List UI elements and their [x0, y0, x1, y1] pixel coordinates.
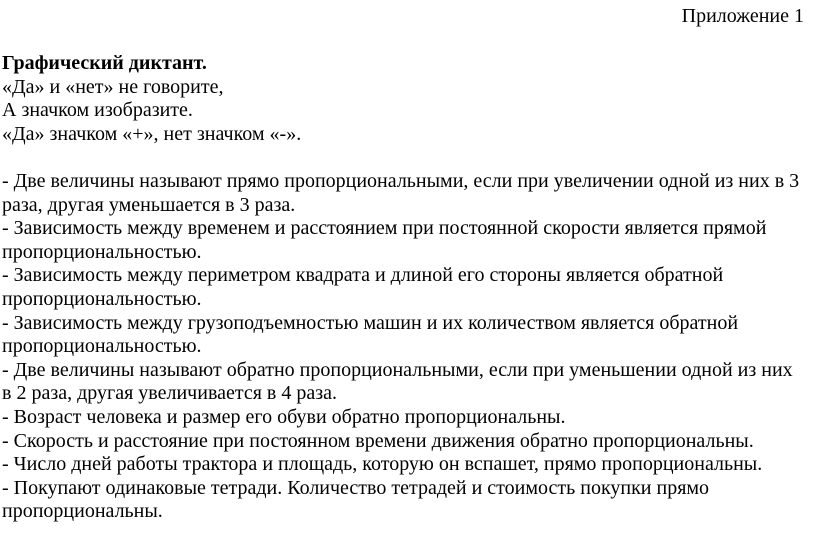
intro-line-1: «Да» и «нет» не говорите, — [2, 75, 224, 98]
paragraph-spacer — [2, 146, 802, 170]
intro-line-3: «Да» значком «+», нет значком «-». — [2, 122, 302, 145]
dictation-item-7: - Скорость и расстояние при постоянном времени движения обратно пропорциональны. — [2, 429, 754, 452]
document-title: Графический диктант. — [2, 52, 207, 74]
intro-line-2: А значком изобразите. — [2, 99, 193, 122]
dictation-item-4: - Зависимость между грузоподъемностью машин и их количеством является обратной пропорциональностью. — [2, 311, 739, 358]
document-content — [2, 52, 802, 524]
dictation-item-3: - Зависимость между периметром квадрата и длиной его стороны является обратной пропорциональностью. — [2, 264, 724, 310]
dictation-item-6: - Возраст человека и размер его обуви обратно пропорциональны. — [2, 405, 566, 428]
appendix-label: Приложение 1 — [681, 5, 804, 27]
dictation-item-2: - Зависимость между временем и расстоянием при постоянной скорости является прямой пропорциональностью. — [2, 217, 767, 263]
dictation-item-5: - Две величины называют обратно пропорциональными, если при уменьшении одной из них в 2 раза, другая увеличивается в 4 раза. — [2, 358, 793, 405]
dictation-item-1: - Две величины называют прямо пропорциональными, если при увеличении одной из них в 3 раза, другая уменьшается в 3 раза. — [2, 169, 800, 216]
dictation-item-8: - Число дней работы трактора и площадь, которую он вспашет, прямо пропорциональны. — [2, 453, 763, 476]
dictation-item-9: - Покупают одинаковые тетради. Количество тетрадей и стоимость покупки прямо пропорциональны. — [2, 476, 710, 523]
